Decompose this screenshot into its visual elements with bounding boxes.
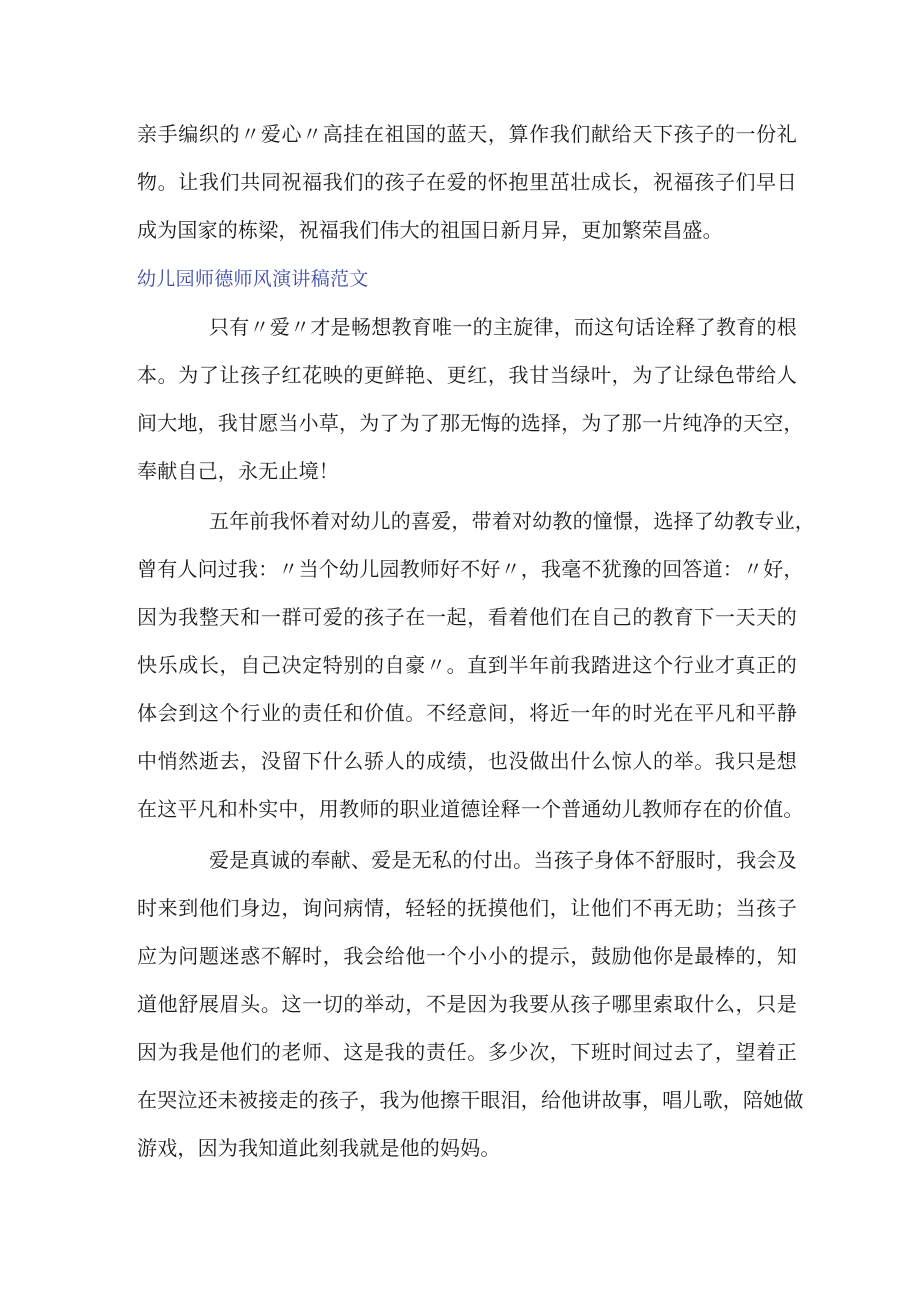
paragraph-line: 游戏，因为我知道此刻我就是他的妈妈。 [137,1136,501,1160]
paragraph-line: 中悄然逝去，没留下什么骄人的成绩，也没做出什么惊人的举。我只是想 [137,749,797,773]
paragraph-1 [137,303,804,495]
paragraph-line: 因为我整天和一群可爱的孩子在一起，看着他们在自己的教育下一天天的 [137,605,797,629]
paragraph-line: 曾有人问过我：〃当个幼儿园教师好不好〃，我毫不犹豫的回答道：〃好， [137,557,804,581]
section-heading: 幼儿园师德师风演讲稿范文 [137,268,369,290]
paragraph-line: 道他舒展眉头。这一切的举动，不是因为我要从孩子哪里索取什么，只是 [137,992,797,1016]
paragraph-line: 爱是真诚的奉献、爱是无私的付出。当孩子身体不舒服时，我会及 [209,848,797,872]
paragraph-line: 在哭泣还未被接走的孩子，我为他擦干眼泪，给他讲故事，唱儿歌，陪她做 [137,1088,804,1112]
paragraph-line: 五年前我怀着对幼儿的喜爱，带着对幼教的憧憬，选择了幼教专业， [209,509,815,533]
paragraph-line: 只有〃爱〃才是畅想教育唯一的主旋律，而这句话诠释了教育的根 [209,315,797,339]
paragraph-line: 亲手编织的〃爱心〃高挂在祖国的蓝天，算作我们献给天下孩子的一份礼 [137,122,797,146]
paragraph-line: 本。为了让孩子红花映的更鲜艳、更红，我甘当绿叶，为了让绿色带给人 [137,363,797,387]
paragraph-3 [137,836,804,1172]
paragraph-line: 快乐成长，自己决定特别的自豪〃。直到半年前我踏进这个行业才真正的 [137,653,797,677]
paragraph-line: 成为国家的栋梁，祝福我们伟大的祖国日新月异，更加繁荣昌盛。 [137,218,723,242]
paragraph-line: 时来到他们身边，询问病情，轻轻的抚摸他们，让他们不再无助；当孩子 [137,896,797,920]
paragraph-line: 奉献自己，永无止境！ [137,459,339,483]
intro-paragraph [137,110,797,254]
paragraph-line: 体会到这个行业的责任和价值。不经意间，将近一年的时光在平凡和平静 [137,701,797,725]
paragraph-line: 应为问题迷惑不解时，我会给他一个小小的提示，鼓励他你是最棒的，知 [137,944,797,968]
paragraph-line: 物。让我们共同祝福我们的孩子在爱的怀抱里茁壮成长，祝福孩子们早日 [137,170,797,194]
paragraph-2 [137,497,815,833]
paragraph-line: 因为我是他们的老师、这是我的责任。多少次，下班时间过去了，望着正 [137,1040,797,1064]
paragraph-line: 间大地，我甘愿当小草，为了为了那无悔的选择，为了那一片纯净的天空， [137,411,804,435]
paragraph-line: 在这平凡和朴实中，用教师的职业道德诠释一个普通幼儿教师存在的价值。 [137,797,804,821]
